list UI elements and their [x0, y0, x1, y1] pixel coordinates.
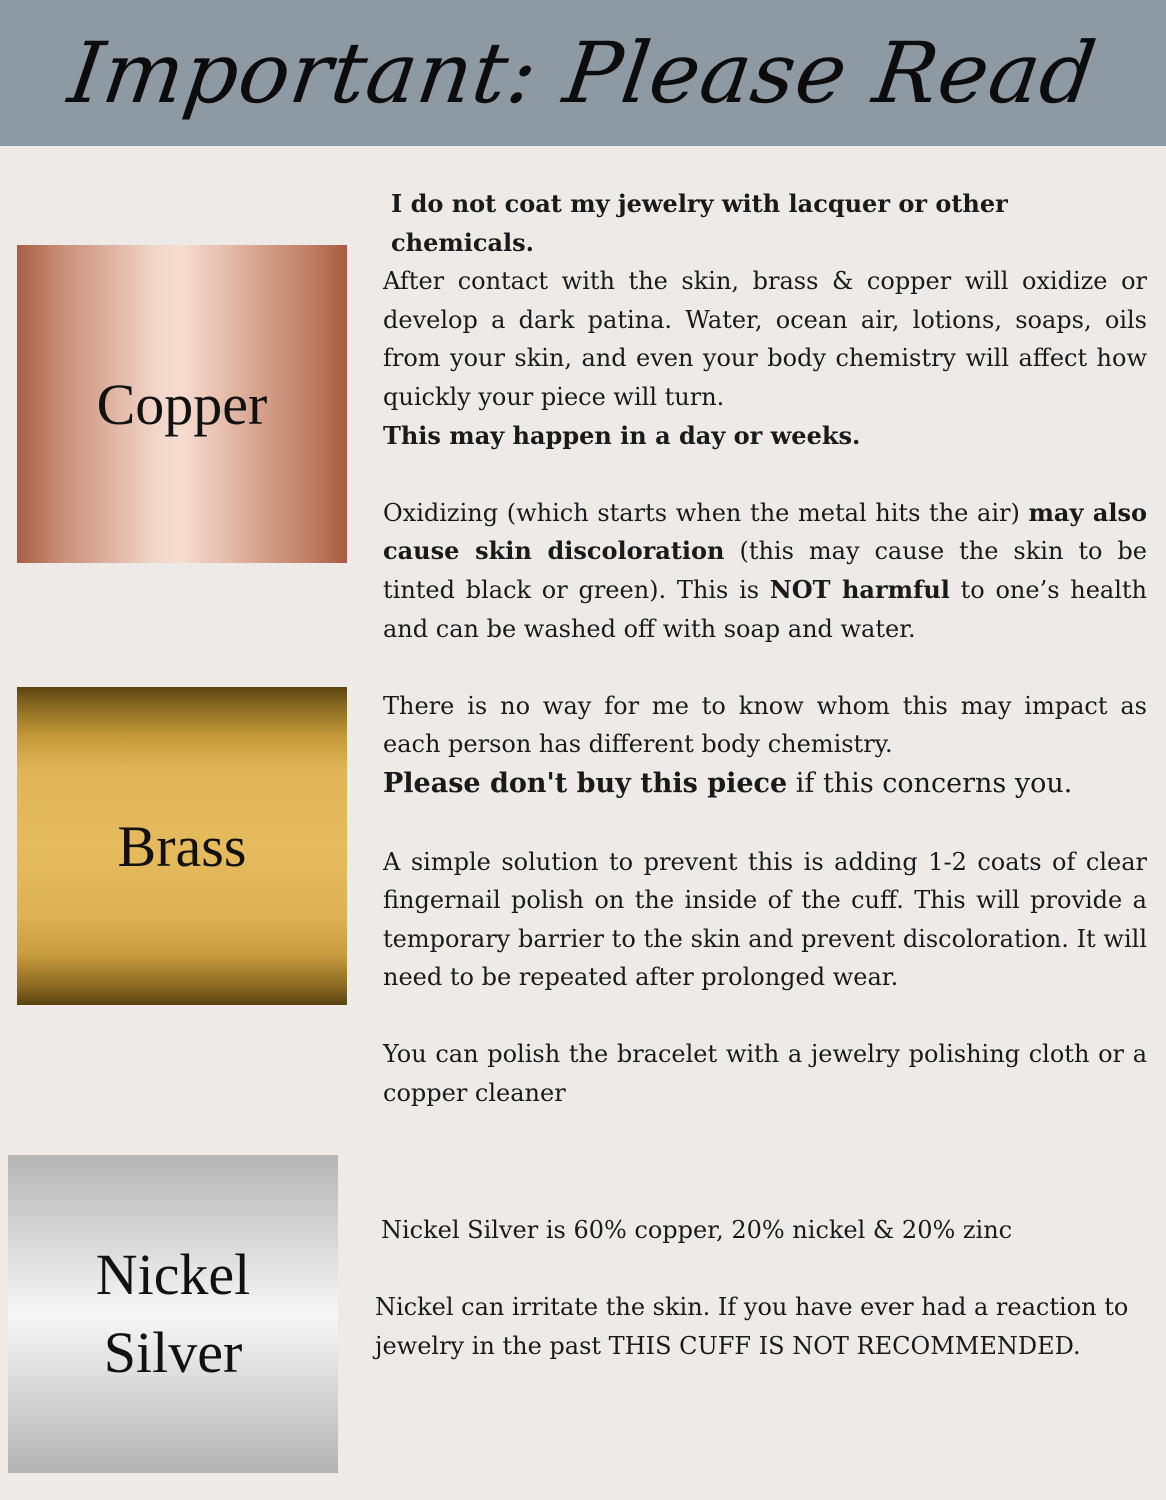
page-title: Important: Please Read	[63, 24, 1103, 122]
nickel-label-line1: Nickel	[95, 1241, 251, 1307]
copper-label: Copper	[96, 371, 268, 437]
care-instructions	[383, 185, 1147, 1113]
brass-label: Brass	[117, 813, 247, 879]
nickel-composition: Nickel Silver is 60% copper, 20% nickel & 20% zinc	[381, 1216, 1013, 1244]
nickel-label-line2: Silver	[103, 1320, 243, 1385]
oxidation-paragraph: After contact with the skin, brass & copper will oxidize or develop a dark patina. Water, ocean air, lotions, soaps, oils from your skin, and even your body chemistry will affect how quickly your piece will turn.	[383, 267, 1147, 411]
nickel-warning: Nickel can irritate the skin. If you have ever had a reaction to jewelry in the past THIS CUFF IS NOT RECOMMENDED.	[375, 1293, 1129, 1360]
lead-statement: I do not coat my jewelry with lacquer or other chemicals.	[391, 189, 1008, 257]
nickel-silver-swatch	[8, 1155, 338, 1473]
copper-swatch	[17, 245, 347, 563]
discoloration-paragraph: Oxidizing (which starts when the metal hits the air) may also cause skin discoloration (this may cause the skin to be tinted black or green). This is NOT harmful to one’s health and can be washed off with soap and water.	[383, 497, 1148, 643]
warning-statement: Please don't buy this piece if this concerns you.	[383, 767, 1073, 799]
nickel-info	[375, 1211, 1145, 1365]
body-chemistry-paragraph: There is no way for me to know whom this may impact as each person has different body chemistry.	[383, 691, 1147, 759]
timing-note: This may happen in a day or weeks.	[383, 420, 861, 450]
polishing-paragraph: You can polish the bracelet with a jewelry polishing cloth or a copper cleaner	[383, 1040, 1147, 1108]
brass-swatch	[17, 687, 347, 1005]
header-banner	[0, 0, 1166, 146]
solution-paragraph: A simple solution to prevent this is adding 1-2 coats of clear fingernail polish on the inside of the cuff. This will provide a temporary barrier to the skin and prevent discoloration. It will need to be repeated after prolonged wear.	[383, 847, 1147, 992]
